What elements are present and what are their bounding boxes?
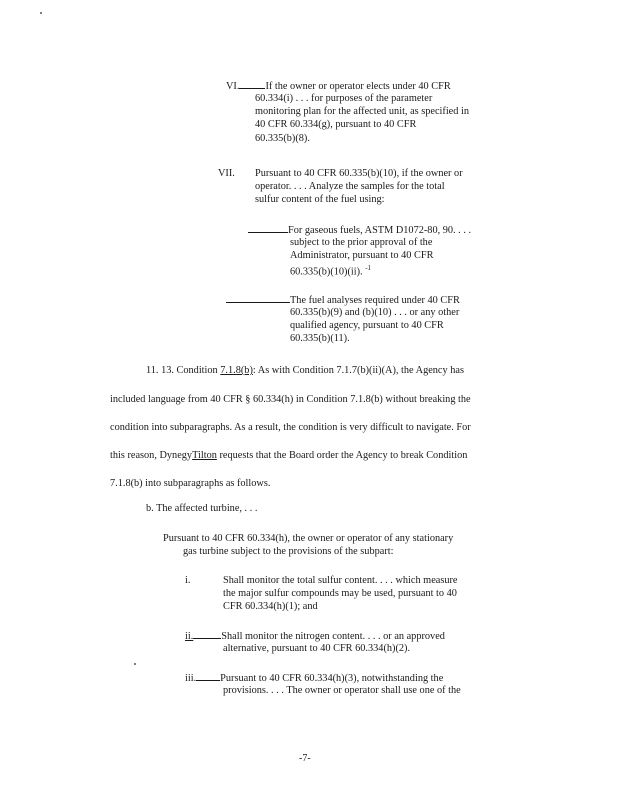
- item-vi-line: If the owner or operator elects under 40 CFR: [265, 81, 451, 92]
- paragraph-line: 11. 13. Condition 7.1.8(b): As with Condition 7.1.7(b)(ii)(A), the Agency has: [146, 365, 464, 376]
- item-vi-line: 60.335(b)(8).: [255, 132, 310, 144]
- subitem-line: The fuel analyses required under 40 CFR: [290, 295, 460, 306]
- roman-line: Pursuant to 40 CFR 60.334(h)(3), notwithstanding the: [220, 673, 444, 684]
- speck-mark: [134, 663, 136, 665]
- item-vi-line: monitoring plan for the affected unit, as specified in: [255, 106, 469, 118]
- subitem-gaseous-fuels-body: [290, 236, 433, 279]
- page-number: -7-: [299, 753, 311, 764]
- subitem-line: qualified agency, pursuant to 40 CFR: [290, 320, 444, 332]
- subitem-line: Administrator, pursuant to 40 CFR: [290, 250, 434, 262]
- speck-mark: [40, 12, 42, 14]
- roman-line: Shall monitor the total sulfur content. . . . which measure: [223, 575, 458, 586]
- pursuant-line: Pursuant to 40 CFR 60.334(h), the owner or operator of any stationary: [163, 533, 454, 544]
- item-vii-line: sulfur content of the fuel using:: [255, 194, 385, 206]
- subitem-line: 60.335(b)(9) and (b)(10) . . . or any other: [290, 307, 460, 318]
- item-vii-line: operator. . . . Analyze the samples for the total: [255, 181, 445, 193]
- subitem-fuel-analyses-body: [290, 306, 459, 346]
- item-vii-line: Pursuant to 40 CFR 60.335(b)(10), if the owner or: [255, 168, 463, 179]
- roman-line: the major sulfur compounds may be used, pursuant to 40: [223, 588, 457, 600]
- paragraph-line: 7.1.8(b) into subparagraphs as follows.: [110, 478, 271, 489]
- roman-iii-numeral: iii.: [185, 673, 197, 684]
- paragraph-line: this reason, DynegyTilton requests that the Board order the Agency to break Condition: [110, 450, 468, 461]
- footnote-mark: -1: [365, 264, 372, 273]
- item-vi-body: [255, 92, 469, 145]
- paragraph-line: included language from 40 CFR § 60.334(h) in Condition 7.1.8(b) without breaking the: [110, 394, 471, 405]
- item-vi-numeral: VI.: [226, 81, 240, 92]
- condition-citation: 7.1.8(b): [220, 365, 253, 376]
- roman-i: [223, 574, 458, 614]
- roman-line: alternative, pursuant to 40 CFR 60.334(h)(2).: [223, 643, 411, 654]
- roman-iii-body: [223, 684, 461, 697]
- item-b: b. The affected turbine, . . .: [146, 503, 258, 514]
- subitem-line: 60.335(b)(11).: [290, 333, 350, 345]
- roman-line: provisions. . . . The owner or operator shall use one of the: [223, 685, 461, 696]
- roman-ii-numeral: ii.: [185, 631, 194, 642]
- item-vii-numeral: VII.: [218, 168, 235, 179]
- item-vi-line: 60.334(i) . . . for purposes of the parameter: [255, 93, 433, 104]
- roman-line: Shall monitor the nitrogen content. . . . or an approved: [221, 631, 445, 642]
- roman-line: CFR 60.334(h)(1); and: [223, 601, 318, 613]
- item-vi-line: 40 CFR 60.334(g), pursuant to 40 CFR: [255, 119, 417, 131]
- roman-i-numeral: i.: [185, 575, 191, 586]
- subitem-line: For gaseous fuels, ASTM D1072-80, 90. . . .: [288, 225, 472, 236]
- paragraph-line: condition into subparagraphs. As a result, the condition is very difficult to navigate. For: [110, 422, 471, 433]
- subitem-line: subject to the prior approval of the: [290, 237, 433, 248]
- subitem-line: 60.335(b)(10)(ii).: [290, 266, 363, 278]
- company-name: Tilton: [192, 450, 217, 461]
- item-vii: [255, 167, 463, 207]
- roman-ii-body: [223, 642, 410, 655]
- pursuant-line: gas turbine subject to the provisions of the subpart:: [183, 546, 394, 557]
